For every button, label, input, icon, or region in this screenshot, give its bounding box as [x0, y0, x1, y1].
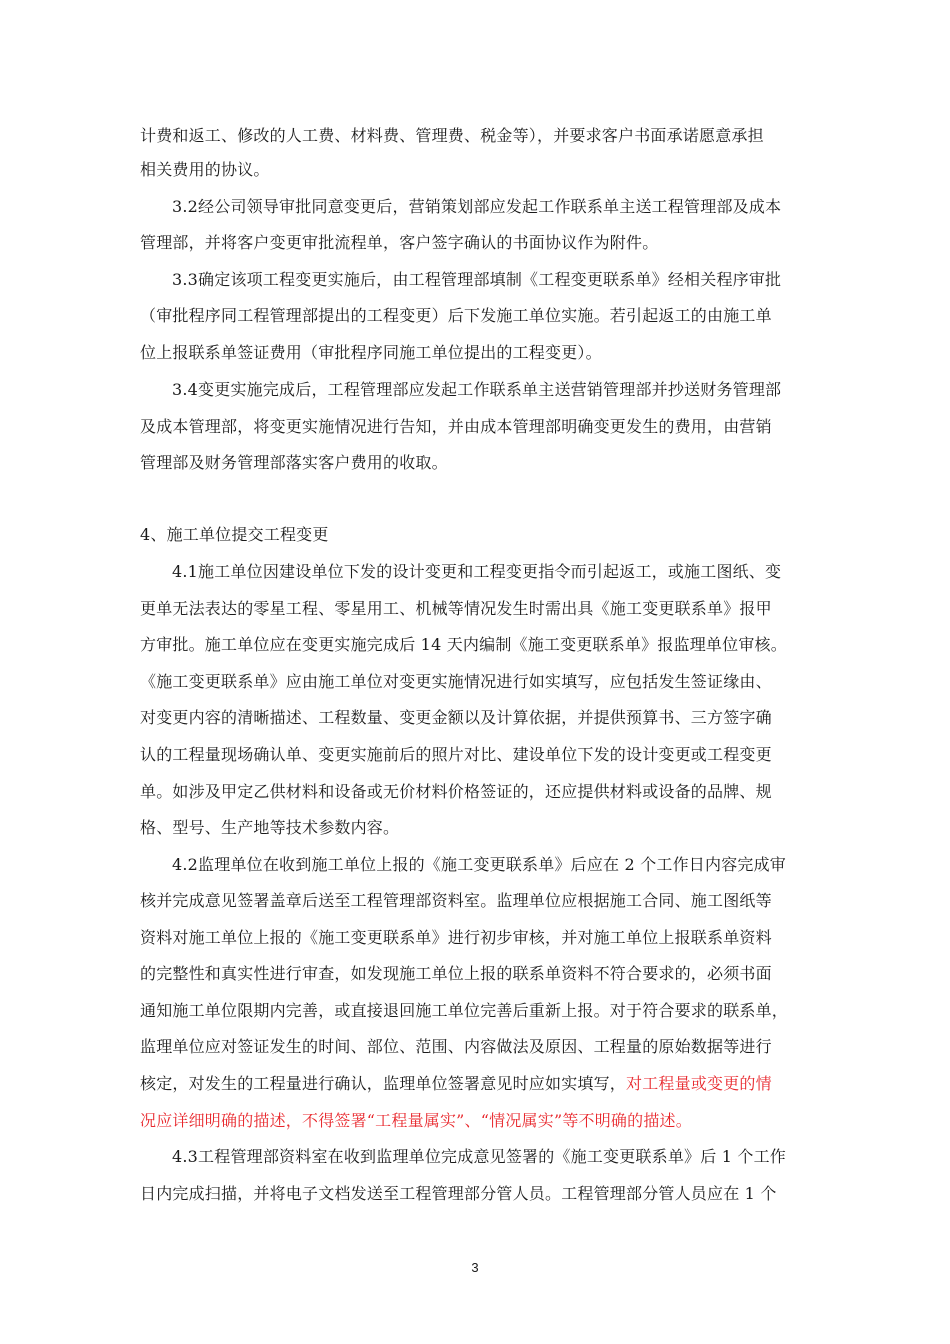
- paragraph-4-3: 4.3工程管理部资料室在收到监理单位完成意见签署的《施工变更联系单》后 1 个工作: [172, 1147, 786, 1166]
- body-text-line: 核并完成意见签署盖章后送至工程管理部资料室。监理单位应根据施工合同、施工图纸等: [140, 891, 772, 910]
- body-text-line: 计费和返工、修改的人工费、材料费、管理费、税金等），并要求客户书面承诺愿意承担: [140, 126, 764, 145]
- body-text-line: （审批程序同工程管理部提出的工程变更）后下发施工单位实施。若引起返工的由施工单: [140, 306, 772, 325]
- paragraph-4-1: 4.1施工单位因建设单位下发的设计变更和工程变更指令而引起返工，或施工图纸、变: [172, 562, 782, 581]
- paragraph-4-2: 4.2监理单位在收到施工单位上报的《施工变更联系单》后应在 2 个工作日内容完成审: [172, 855, 786, 874]
- body-text-line: 管理部，并将客户变更审批流程单，客户签字确认的书面协议作为附件。: [140, 233, 659, 252]
- paragraph-3-4: 3.4变更实施完成后，工程管理部应发起工作联系单主送营销管理部并抄送财务管理部: [172, 380, 782, 399]
- body-text-span: 核定，对发生的工程量进行确认，监理单位签署意见时应如实填写，: [140, 1074, 627, 1093]
- paragraph-3-3: 3.3确定该项工程变更实施后，由工程管理部填制《工程变更联系单》经相关程序审批: [172, 270, 782, 289]
- body-text-line: 单。如涉及甲定乙供材料和设备或无价材料价格签证的，还应提供材料或设备的品牌、规: [140, 782, 772, 801]
- body-text-line: 对变更内容的清晰描述、工程数量、变更金额以及计算依据，并提供预算书、三方签字确: [140, 708, 772, 727]
- body-text-line: 认的工程量现场确认单、变更实施前后的照片对比、建设单位下发的设计变更或工程变更: [140, 745, 772, 764]
- body-text-line: 及成本管理部，将变更实施情况进行告知，并由成本管理部明确变更发生的费用，由营销: [140, 417, 772, 436]
- body-text-line: 通知施工单位限期内完善，或直接退回施工单位完善后重新上报。对于符合要求的联系单，: [140, 1001, 789, 1020]
- paragraph-3-2: 3.2经公司领导审批同意变更后，营销策划部应发起工作联系单主送工程管理部及成本: [172, 197, 782, 216]
- section-heading-4: 4、施工单位提交工程变更: [140, 525, 329, 544]
- body-text-line: 《施工变更联系单》应由施工单位对变更实施情况进行如实填写，应包括发生签证缘由、: [140, 672, 772, 691]
- body-text-line: 方审批。施工单位应在变更实施完成后 14 天内编制《施工变更联系单》报监理单位审核。: [140, 635, 787, 654]
- highlighted-text: 对工程量或变更的情: [626, 1074, 772, 1093]
- body-text-line: 日内完成扫描，并将电子文档发送至工程管理部分管人员。工程管理部分管人员应在 1 个: [140, 1184, 777, 1203]
- body-text-line: 更单无法表达的零星工程、零星用工、机械等情况发生时需出具《施工变更联系单》报甲: [140, 599, 772, 618]
- highlighted-text-line: 况应详细明确的描述，不得签署“工程量属实”、“情况属实”等不明确的描述。: [140, 1111, 692, 1130]
- body-text-line: 监理单位应对签证发生的时间、部位、范围、内容做法及原因、工程量的原始数据等进行: [140, 1037, 772, 1056]
- body-text-line: 资料对施工单位上报的《施工变更联系单》进行初步审核，并对施工单位上报联系单资料: [140, 928, 772, 947]
- body-text-line-mixed: [140, 1074, 772, 1094]
- body-text-line: 的完整性和真实性进行审查，如发现施工单位上报的联系单资料不符合要求的，必须书面: [140, 964, 772, 983]
- body-text-line: 位上报联系单签证费用（审批程序同施工单位提出的工程变更）。: [140, 343, 602, 362]
- body-text-line: 管理部及财务管理部落实客户费用的收取。: [140, 453, 448, 472]
- body-text-line: 相关费用的协议。: [140, 160, 270, 179]
- body-text-line: 格、型号、生产地等技术参数内容。: [140, 818, 400, 837]
- page-number: 3: [471, 1260, 479, 1275]
